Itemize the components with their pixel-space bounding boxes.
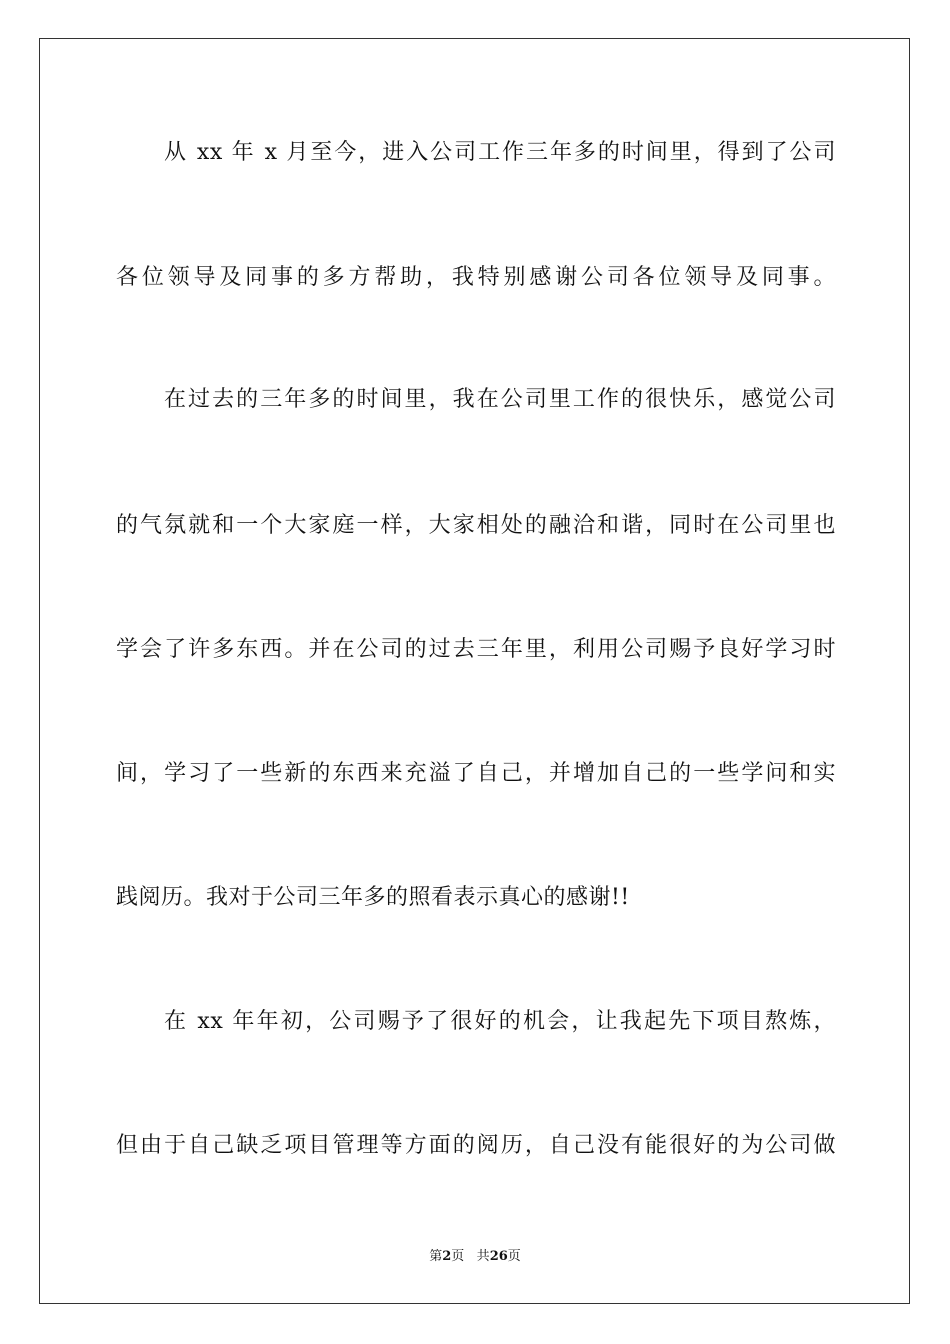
total-pages: 26 [489,1249,508,1264]
paragraph-2-line-5: 践阅历。我对于公司三年多的照看表示真心的感谢!! [116,885,630,910]
page-border [39,38,910,1304]
paragraph-1-line-1: 从 xx 年 x 月至今，进入公司工作三年多的时间里，得到了公司 [164,140,836,165]
paragraph-2-line-2: 的气氛就和一个大家庭一样，大家相处的融洽和谐，同时在公司里也 [116,513,836,538]
paragraph-2-line-4: 间，学习了一些新的东西来充溢了自己，并增加自己的一些学问和实 [116,761,836,786]
paragraph-3-line-2: 但由于自己缺乏项目管理等方面的阅历，自己没有能很好的为公司做 [116,1133,836,1158]
paragraph-2-line-3: 学会了许多东西。并在公司的过去三年里，利用公司赐予良好学习时 [116,637,836,662]
page-prefix: 第 [429,1249,443,1264]
page-number: 2 [442,1249,452,1264]
paragraph-1-line-2: 各位领导及同事的多方帮助，我特别感谢公司各位领导及同事。 [116,265,836,290]
page-suffix: 页 [451,1249,465,1264]
total-suffix: 页 [507,1249,521,1264]
paragraph-2-line-1: 在过去的三年多的时间里，我在公司里工作的很快乐，感觉公司 [164,387,836,412]
total-prefix: 共 [476,1249,490,1264]
paragraph-3-line-1: 在 xx 年年初，公司赐予了很好的机会，让我起先下项目熬炼， [164,1009,836,1034]
page-footer [0,1248,950,1266]
